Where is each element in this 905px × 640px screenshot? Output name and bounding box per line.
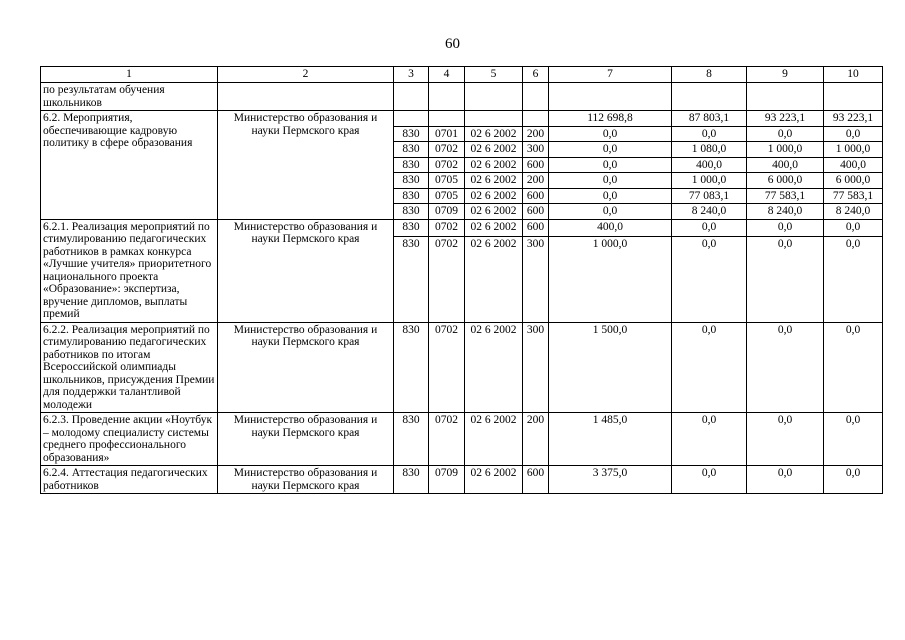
total-value: 112 698,8 bbox=[549, 111, 672, 127]
value-cell: 830 bbox=[394, 157, 429, 173]
value-cell: 1 000,0 bbox=[824, 142, 883, 158]
value-cell: 830 bbox=[402, 323, 420, 336]
value-cell: 0709 bbox=[435, 467, 458, 479]
value-cell: 0702 bbox=[429, 157, 465, 173]
value-cell: 0,0 bbox=[549, 157, 672, 173]
value-cell: 830 bbox=[394, 173, 429, 189]
value-cell: 0,0 bbox=[777, 467, 793, 479]
value-column bbox=[549, 466, 672, 494]
value-cell: 1 500,0 bbox=[592, 323, 628, 336]
value-column bbox=[429, 322, 465, 413]
value-column bbox=[394, 322, 429, 413]
value-cell: 200 bbox=[523, 173, 549, 189]
item-name: 6.2.1. Реализация мероприятий по стимулированию педагогических работников в рамках конкурса «Лучшие учителя» приоритетного национального проекта «Образование»: экспертиза, вручение дипломов, выплаты премий bbox=[41, 219, 218, 322]
value-cell: 0,0 bbox=[747, 236, 823, 253]
value-cell: 830 bbox=[402, 467, 420, 479]
ministry-name: Министерство образования и науки Пермского края bbox=[218, 111, 394, 220]
value-column bbox=[429, 466, 465, 494]
value-cell: 0,0 bbox=[777, 323, 793, 336]
value-column bbox=[465, 322, 523, 413]
value-column bbox=[549, 322, 672, 413]
value-cell: 1 000,0 bbox=[549, 236, 671, 253]
empty-cell bbox=[465, 111, 523, 127]
value-cell: 0702 bbox=[429, 236, 464, 253]
item-name: 6.2.4. Аттестация педагогических работников bbox=[41, 466, 218, 494]
value-cell: 830 bbox=[402, 414, 420, 426]
item-name: 6.2.3. Проведение акции «Ноутбук – молодому специалисту системы среднего профессионального образования» bbox=[41, 413, 218, 466]
value-cell: 77 083,1 bbox=[672, 188, 747, 204]
value-column bbox=[549, 83, 672, 111]
value-cell: 02 6 2002 bbox=[465, 126, 523, 142]
value-cell: 0,0 bbox=[845, 467, 861, 479]
ministry-name: Министерство образования и науки Пермского края bbox=[218, 466, 394, 494]
value-column bbox=[523, 83, 549, 111]
value-cell: 1 080,0 bbox=[672, 142, 747, 158]
value-cell: 0709 bbox=[429, 204, 465, 220]
value-cell: 1 000,0 bbox=[747, 142, 824, 158]
table-row bbox=[41, 111, 883, 127]
value-cell: 600 bbox=[526, 467, 545, 479]
value-column bbox=[523, 413, 549, 466]
value-cell: 0,0 bbox=[549, 173, 672, 189]
value-cell: 02 6 2002 bbox=[470, 220, 517, 233]
header-cell: 9 bbox=[747, 67, 824, 83]
value-column bbox=[824, 466, 883, 494]
value-column bbox=[465, 83, 523, 111]
value-cell: 830 bbox=[394, 236, 428, 253]
value-column bbox=[523, 322, 549, 413]
value-cell: 0,0 bbox=[845, 323, 861, 336]
value-column bbox=[747, 322, 824, 413]
value-cell: 02 6 2002 bbox=[465, 173, 523, 189]
value-cell: 600 bbox=[526, 220, 545, 233]
value-cell: 0,0 bbox=[824, 126, 883, 142]
budget-table bbox=[40, 66, 883, 494]
value-cell: 830 bbox=[394, 188, 429, 204]
value-cell: 0,0 bbox=[824, 236, 882, 253]
item-name: 6.2.2. Реализация мероприятий по стимулированию педагогических работников по итогам Всероссийской олимпиады школьников, присуждения Премии для поддержки талантливой молодежи bbox=[41, 322, 218, 413]
value-cell: 400,0 bbox=[672, 157, 747, 173]
value-cell: 0,0 bbox=[845, 220, 861, 233]
header-cell: 5 bbox=[465, 67, 523, 83]
value-cell: 0,0 bbox=[549, 204, 672, 220]
value-column bbox=[549, 413, 672, 466]
value-cell: 400,0 bbox=[824, 157, 883, 173]
value-cell: 02 6 2002 bbox=[465, 204, 523, 220]
value-cell: 0,0 bbox=[549, 188, 672, 204]
empty-cell bbox=[523, 111, 549, 127]
value-cell: 600 bbox=[523, 157, 549, 173]
ministry-name bbox=[218, 83, 394, 111]
value-cell: 300 bbox=[523, 142, 549, 158]
value-cell: 77 583,1 bbox=[747, 188, 824, 204]
ministry-name: Министерство образования и науки Пермского края bbox=[218, 322, 394, 413]
value-column bbox=[429, 413, 465, 466]
table-row bbox=[41, 466, 883, 494]
value-column bbox=[672, 219, 747, 322]
value-cell: 0705 bbox=[429, 173, 465, 189]
total-value: 87 803,1 bbox=[672, 111, 747, 127]
value-cell: 8 240,0 bbox=[824, 204, 883, 220]
value-cell: 0702 bbox=[429, 142, 465, 158]
value-column bbox=[672, 466, 747, 494]
value-column bbox=[747, 413, 824, 466]
value-cell: 0,0 bbox=[701, 414, 717, 426]
value-cell: 0701 bbox=[429, 126, 465, 142]
value-cell: 02 6 2002 bbox=[470, 323, 517, 336]
value-cell: 0,0 bbox=[701, 220, 717, 233]
value-column bbox=[824, 219, 883, 322]
value-cell: 830 bbox=[394, 204, 429, 220]
header-cell: 2 bbox=[218, 67, 394, 83]
value-cell: 02 6 2002 bbox=[470, 467, 517, 479]
value-cell: 0,0 bbox=[845, 414, 861, 426]
table-header-row bbox=[41, 67, 883, 83]
header-cell: 8 bbox=[672, 67, 747, 83]
value-column bbox=[672, 83, 747, 111]
value-cell: 0,0 bbox=[777, 414, 793, 426]
value-cell: 200 bbox=[526, 414, 545, 426]
value-cell: 400,0 bbox=[597, 220, 623, 233]
value-cell: 02 6 2002 bbox=[465, 188, 523, 204]
total-value: 93 223,1 bbox=[747, 111, 824, 127]
value-cell: 02 6 2002 bbox=[465, 236, 522, 253]
value-column bbox=[824, 322, 883, 413]
empty-cell bbox=[429, 111, 465, 127]
value-cell: 300 bbox=[523, 236, 548, 253]
value-column bbox=[429, 83, 465, 111]
item-name: по результатам обучения школьников bbox=[41, 83, 218, 111]
value-cell: 830 bbox=[394, 142, 429, 158]
value-cell: 6 000,0 bbox=[824, 173, 883, 189]
value-cell: 0,0 bbox=[701, 467, 717, 479]
value-column bbox=[465, 413, 523, 466]
value-cell: 830 bbox=[394, 126, 429, 142]
value-cell: 1 000,0 bbox=[672, 173, 747, 189]
value-cell: 8 240,0 bbox=[672, 204, 747, 220]
ministry-name: Министерство образования и науки Пермского края bbox=[218, 413, 394, 466]
table-row bbox=[41, 83, 883, 111]
value-column bbox=[465, 219, 523, 322]
value-cell: 0702 bbox=[435, 220, 458, 233]
header-cell: 3 bbox=[394, 67, 429, 83]
value-cell: 0,0 bbox=[672, 126, 747, 142]
header-cell: 7 bbox=[549, 67, 672, 83]
value-cell: 300 bbox=[526, 323, 545, 336]
value-cell: 830 bbox=[402, 220, 420, 233]
value-cell: 0,0 bbox=[549, 126, 672, 142]
value-cell: 0705 bbox=[429, 188, 465, 204]
value-column bbox=[824, 83, 883, 111]
value-cell: 8 240,0 bbox=[747, 204, 824, 220]
table-row bbox=[41, 413, 883, 466]
header-cell: 4 bbox=[429, 67, 465, 83]
value-cell: 1 485,0 bbox=[592, 414, 628, 426]
table-row bbox=[41, 322, 883, 413]
value-column bbox=[465, 466, 523, 494]
header-cell: 10 bbox=[824, 67, 883, 83]
header-cell: 6 bbox=[523, 67, 549, 83]
page-number: 60 bbox=[445, 36, 460, 52]
value-column bbox=[747, 219, 824, 322]
value-cell: 3 375,0 bbox=[592, 467, 628, 479]
value-cell: 0,0 bbox=[747, 126, 824, 142]
value-cell: 0,0 bbox=[701, 323, 717, 336]
value-column bbox=[747, 466, 824, 494]
value-cell: 0,0 bbox=[672, 236, 746, 253]
item-name: 6.2. Мероприятия, обеспечивающие кадровую политику в сфере образования bbox=[41, 111, 218, 220]
value-column bbox=[523, 466, 549, 494]
value-cell: 200 bbox=[523, 126, 549, 142]
value-column bbox=[394, 413, 429, 466]
value-cell: 400,0 bbox=[747, 157, 824, 173]
value-column bbox=[549, 219, 672, 322]
ministry-name: Министерство образования и науки Пермского края bbox=[218, 219, 394, 322]
value-cell: 600 bbox=[523, 188, 549, 204]
value-column bbox=[672, 322, 747, 413]
value-cell: 77 583,1 bbox=[824, 188, 883, 204]
value-cell: 02 6 2002 bbox=[470, 414, 517, 426]
value-column bbox=[672, 413, 747, 466]
value-column bbox=[523, 219, 549, 322]
value-cell: 600 bbox=[523, 204, 549, 220]
total-value: 93 223,1 bbox=[824, 111, 883, 127]
value-cell: 0702 bbox=[435, 323, 458, 336]
value-column bbox=[747, 83, 824, 111]
value-cell: 02 6 2002 bbox=[465, 142, 523, 158]
value-cell: 0,0 bbox=[777, 220, 793, 233]
header-cell: 1 bbox=[41, 67, 218, 83]
value-cell: 02 6 2002 bbox=[465, 157, 523, 173]
value-cell: 6 000,0 bbox=[747, 173, 824, 189]
value-column bbox=[394, 219, 429, 322]
empty-cell bbox=[394, 111, 429, 127]
value-column bbox=[394, 466, 429, 494]
value-column bbox=[394, 83, 429, 111]
value-column bbox=[429, 219, 465, 322]
value-column bbox=[824, 413, 883, 466]
value-cell: 0,0 bbox=[549, 142, 672, 158]
table-row bbox=[41, 219, 883, 322]
value-cell: 0702 bbox=[435, 414, 458, 426]
